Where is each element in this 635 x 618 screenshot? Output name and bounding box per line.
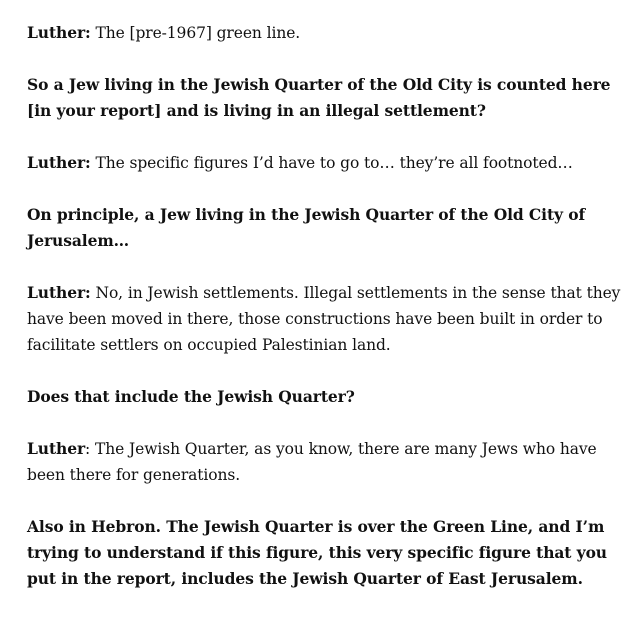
question-paragraph: Does that include the Jewish Quarter? <box>27 387 355 406</box>
answer-text: The specific figures I’d have to go to… they’re all footnoted… <box>90 154 573 172</box>
speaker-label: Luther: <box>27 153 91 172</box>
answer-paragraph <box>27 150 627 176</box>
answer-text: No, in Jewish settlements. Illegal settlements in the sense that they have been moved in there, those constructions have been built in order to facilitate settlers on occupied Palestinian land. <box>27 284 621 354</box>
speaker-label: Luther: <box>27 283 91 302</box>
speaker-label: Luther: <box>27 23 91 42</box>
document-body <box>27 20 627 618</box>
answer-paragraph <box>27 20 627 46</box>
answer-paragraph <box>27 436 627 488</box>
answer-paragraph <box>27 280 627 358</box>
answer-text: The [pre-1967] green line. <box>90 24 301 42</box>
question-paragraph: Also in Hebron. The Jewish Quarter is over the Green Line, and I’m trying to understand if this figure, this very specific figure that you put in the report, includes the Jewish Quarter of East Jerusalem. <box>27 517 607 588</box>
question-paragraph: So a Jew living in the Jewish Quarter of the Old City is counted here [in your report] and is living in an illegal settlement? <box>27 75 611 120</box>
question-paragraph: On principle, a Jew living in the Jewish Quarter of the Old City of Jerusalem… <box>27 205 586 250</box>
speaker-label: Luther <box>27 439 86 458</box>
answer-text: : The Jewish Quarter, as you know, there are many Jews who have been there for generations. <box>27 440 597 484</box>
